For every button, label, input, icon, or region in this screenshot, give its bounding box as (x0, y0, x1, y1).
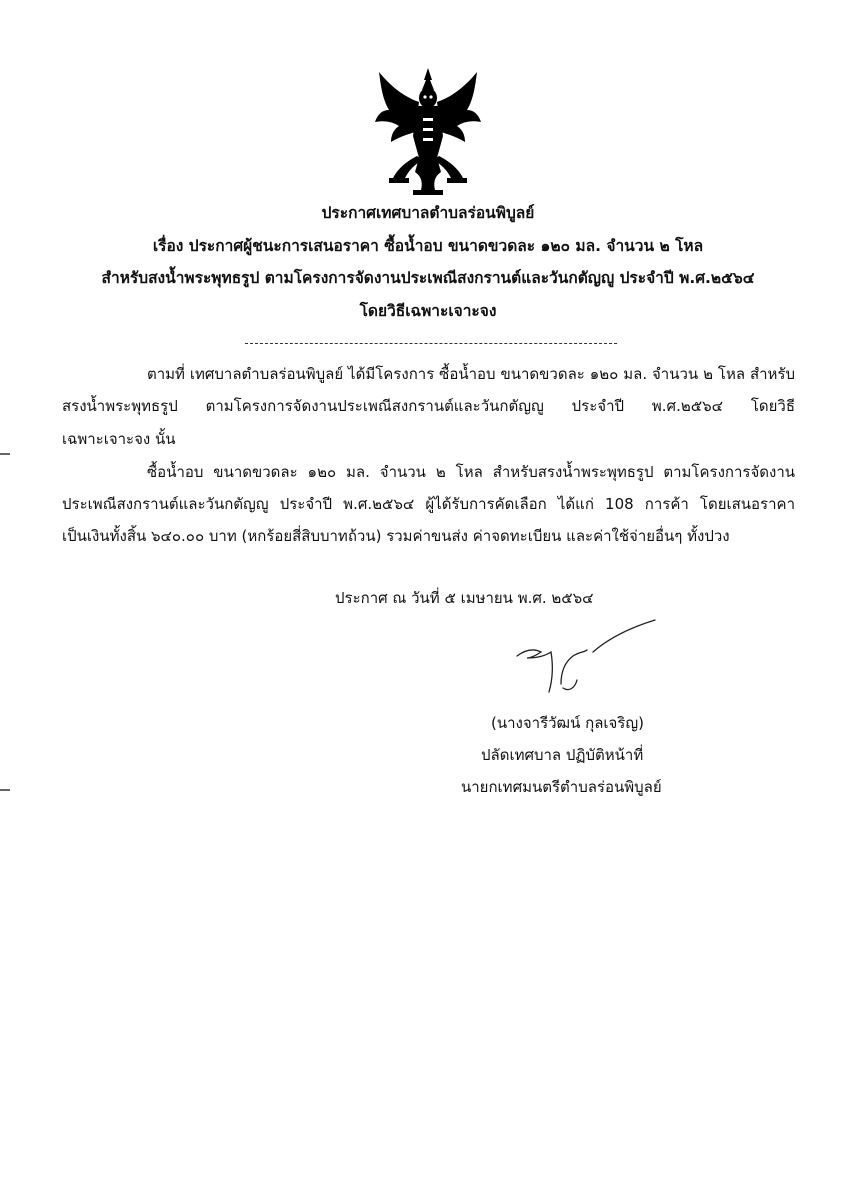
paragraph-2-line-2: ประเพณีสงกรานต์และวันกตัญญู ประจำปี พ.ศ.๒๕๖๔ ผู้ได้รับการคัดเลือก ได้แก่ 108 การค้า โดยเสนอราคา (62, 495, 795, 513)
handwritten-signature (505, 612, 665, 702)
paragraph-1-line-3: เฉพาะเจาะจง นั้น (62, 430, 176, 448)
signatory-position-1: ปลัดเทศบาล ปฏิบัติหน้าที่ (481, 746, 644, 764)
scan-edge-mark (0, 453, 10, 455)
subject-line-3: โดยวิธีเฉพาะเจาะจง (359, 302, 497, 320)
paragraph-1-line-1: ตามที่ เทศบาลตำบลร่อนพิบูลย์ ได้มีโครงการ ซื้อน้ำอบ ขนาดขวดละ ๑๒๐ มล. จำนวน ๒ โหล สำหรับ (147, 365, 795, 383)
garuda-emblem-icon (371, 66, 485, 196)
paragraph-1-line-2: สรงน้ำพระพุทธรูป ตามโครงการจัดงานประเพณีสงกรานต์และวันกตัญญู ประจำปี พ.ศ.๒๕๖๔ โดยวิธี (62, 397, 795, 415)
signatory-position-2: นายกเทศมนตรีตำบลร่อนพิบูลย์ (461, 778, 662, 796)
paragraph-2-line-1: ซื้อน้ำอบ ขนาดขวดละ ๑๒๐ มล. จำนวน ๒ โหล สำหรับสรงน้ำพระพุทธรูป ตามโครงการจัดงาน (147, 463, 795, 481)
paragraph-2-line-3: เป็นเงินทั้งสิ้น ๖๔๐.๐๐ บาท (หกร้อยสี่สิบบาทถ้วน) รวมค่าขนส่ง ค่าจดทะเบียน และค่าใช้จ่ายอื่นๆ ทั้งปวง (62, 527, 730, 545)
announcement-date: ประกาศ ณ วันที่ ๕ เมษายน พ.ศ. ๒๕๖๔ (335, 589, 594, 607)
subject-line-1: เรื่อง ประกาศผู้ชนะการเสนอราคา ซื้อน้ำอบ ขนาดขวดละ ๑๒๐ มล. จำนวน ๒ โหล (152, 237, 704, 255)
signatory-name: (นางจารีวัฒน์ กุลเจริญ) (491, 714, 644, 732)
separator-line (245, 343, 617, 344)
scan-edge-mark (0, 789, 10, 791)
document-title: ประกาศเทศบาลตำบลร่อนพิบูลย์ (321, 204, 535, 222)
subject-line-2: สำหรับสงน้ำพระพุทธรูป ตามโครงการจัดงานประเพณีสงกรานต์และวันกตัญญู ประจำปี พ.ศ.๒๕๖๔ (101, 269, 755, 287)
